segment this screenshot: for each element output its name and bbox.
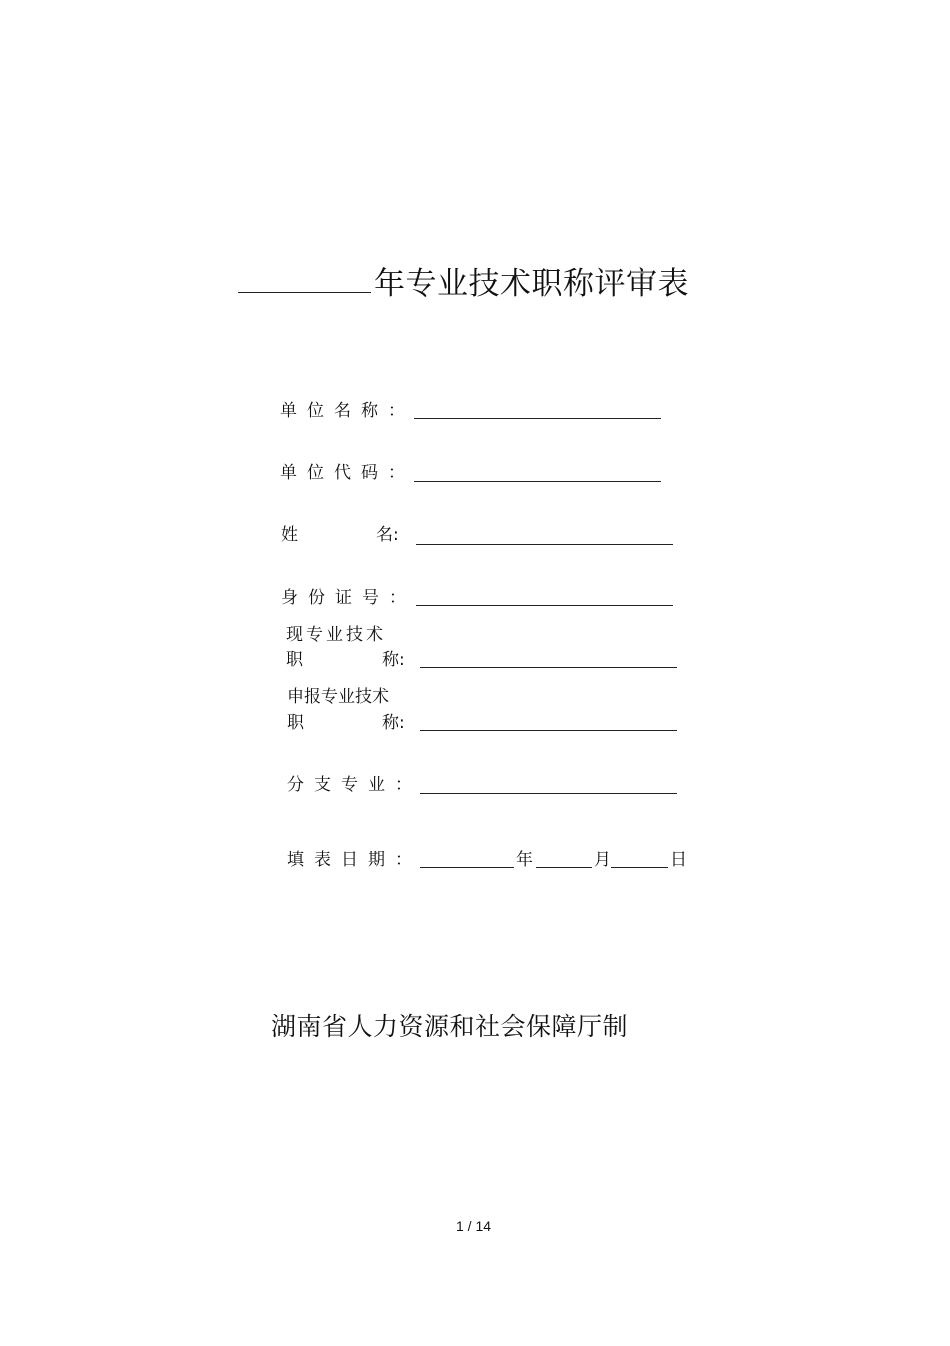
date-year-label: 年 <box>516 850 533 870</box>
unit-code-blank-line <box>414 481 661 482</box>
applied-title-label-line2-right: 称: <box>382 713 405 733</box>
date-month-label: 月 <box>594 850 611 870</box>
id-number-label: 身份证号： <box>281 588 416 608</box>
current-title-label-line2-left: 职 <box>286 650 303 670</box>
fill-date-label: 填表日期： <box>287 850 422 870</box>
name-blank-line <box>416 544 673 545</box>
date-day-label: 日 <box>670 850 687 870</box>
name-label-last-char: 名: <box>376 525 399 545</box>
page-number: 1 / 14 <box>456 1218 492 1234</box>
id-number-blank-line <box>416 605 673 606</box>
applied-title-label-line2-left: 职 <box>287 713 304 733</box>
current-title-label-line2-right: 称: <box>382 650 405 670</box>
date-month-blank-line <box>536 867 592 868</box>
document-title: 年专业技术职称评审表 <box>374 266 689 302</box>
branch-specialty-blank-line <box>420 793 677 794</box>
applied-title-blank-line <box>420 730 677 731</box>
issuing-authority: 湖南省人力资源和社会保障厅制 <box>271 1012 629 1041</box>
title-year-blank-line <box>238 292 371 293</box>
applied-title-label-line1: 申报专业技术 <box>287 687 389 707</box>
date-day-blank-line <box>611 867 668 868</box>
current-title-blank-line <box>420 667 677 668</box>
name-label-first-char: 姓 <box>281 525 298 545</box>
unit-name-blank-line <box>414 418 661 419</box>
date-year-blank-line <box>420 867 514 868</box>
unit-name-label: 单位名称： <box>280 401 415 421</box>
branch-specialty-label: 分支专业： <box>287 775 422 795</box>
current-title-label-line1: 现专业技术 <box>286 625 386 645</box>
unit-code-label: 单位代码： <box>280 463 415 483</box>
